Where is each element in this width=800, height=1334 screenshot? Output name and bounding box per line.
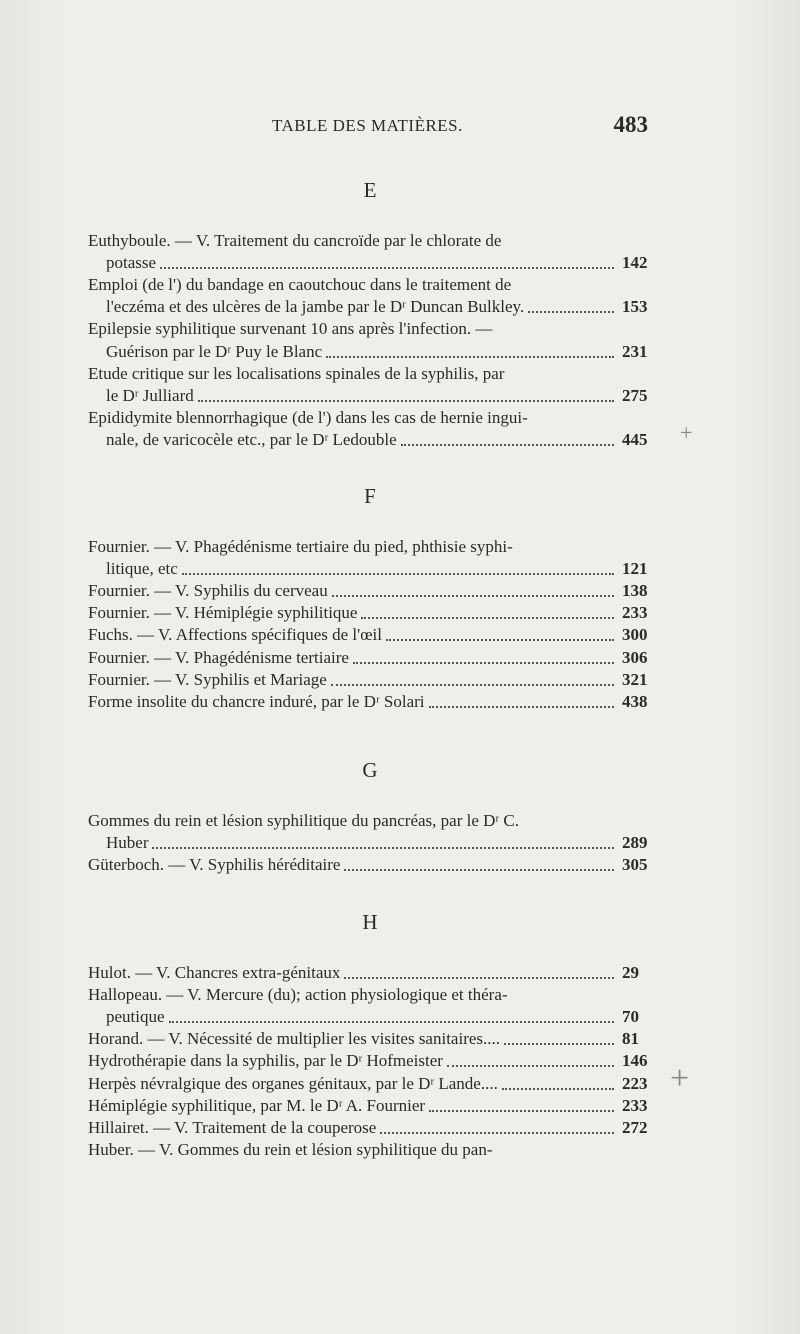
entry-text: Hydrothérapie dans la syphilis, par le Dʳ Hofmeister [88,1051,443,1071]
dot-leader [344,977,614,979]
toc-entry-line [88,363,608,385]
dot-leader [198,400,614,402]
toc-entry-line [88,691,608,713]
page-reference: 121 [622,559,648,579]
dot-leader [332,595,614,597]
entry-text: Hulot. — V. Chancres extra-génitaux [88,963,341,982]
page-reference: 142 [622,253,648,273]
toc-entry-line [106,429,608,451]
dot-leader [528,311,614,313]
entry-text: Fournier. — V. Phagédénisme tertiaire du pied, phthisie syphi- [88,537,513,556]
dot-leader [447,1065,614,1067]
page-reference: 300 [622,625,648,645]
entry-text: Huber. — V. Gommes du rein et lésion syphilitique du pan- [88,1139,493,1159]
dot-leader [160,267,614,269]
entry-text: Herpès névralgique des organes génitaux, par le Dʳ Lande.... [88,1073,498,1093]
toc-entry-line [88,230,608,252]
toc-entry-line [88,318,608,340]
entry-text: Fournier. — V. Syphilis et Mariage [88,669,327,689]
section-letter: E [363,178,377,202]
pencil-mark-icon: + [680,420,693,445]
entry-text: Epididymite blennorrhagique (de l') dans les cas de hernie ingui- [88,407,528,427]
page-reference: 321 [622,669,648,689]
page-reference: 289 [622,833,648,853]
page-reference: 146 [622,1051,648,1071]
toc-entry-line [88,1117,608,1139]
section-letter: H [362,910,378,934]
toc-entry-line [88,1050,608,1072]
entry-text: litique, etc [106,559,178,579]
dot-leader [504,1043,614,1045]
toc-entry-line [88,602,608,624]
toc-entry-line [88,1139,608,1161]
entry-text: Guérison par le Dʳ Puy le Blanc [106,341,323,361]
entry-text: Hémiplégie syphilitique, par M. le Dʳ A. Fournier [88,1095,426,1115]
dot-leader [502,1088,614,1090]
page-number: 483 [613,112,648,137]
dot-leader [326,356,614,358]
dot-leader [169,1021,614,1023]
page-reference: 231 [622,341,648,361]
page-reference: 438 [622,691,648,711]
toc-entry-line [88,1095,608,1117]
entry-text: Horand. — V. Nécessité de multiplier les visites sanitaires.... [88,1029,501,1049]
entry-text: peutique [106,1007,165,1027]
page-reference: 233 [622,1095,648,1115]
dot-leader [401,444,614,446]
entry-text: l'eczéma et des ulcères de la jambe par le Dʳ Duncan Bulkley. [106,297,525,317]
entry-text: le Dʳ Julliard [106,385,194,405]
toc-entry-line [88,536,608,558]
entry-text: potasse [106,253,157,273]
section-letter: F [364,484,376,508]
toc-entry-line [106,558,608,580]
entry-text: Fournier. — V. Hémiplégie syphilitique [88,603,358,623]
toc-entry-line [88,580,608,602]
running-title: TABLE DES MATIÈRES. [272,116,463,135]
entry-text: Epilepsie syphilitique survenant 10 ans après l'infection. — [88,319,493,339]
dot-leader [386,639,614,641]
page-reference: 233 [622,603,648,623]
page-reference: 305 [622,855,648,875]
toc-entry-line [88,407,608,429]
toc-entry-line [88,984,608,1006]
page-reference: 275 [622,385,648,405]
page-reference: 306 [622,647,648,667]
dot-leader [152,847,614,849]
section-letter: G [362,758,378,782]
dot-leader [344,869,614,871]
page-header [88,112,652,140]
page-reference: 81 [622,1029,639,1049]
toc-entry-line [88,647,608,669]
page-reference: 153 [622,297,648,317]
toc-entry-line [88,810,608,832]
entry-text: Fournier. — V. Syphilis du cerveau [88,581,328,601]
entry-text: Huber [106,833,149,853]
toc-entry-line [88,274,608,296]
page-reference: 70 [622,1007,639,1027]
toc-entry-line [106,1006,608,1028]
toc-entry-line [88,624,608,646]
page-reference: 223 [622,1073,648,1093]
dot-leader [380,1132,614,1134]
entry-text: Güterboch. — V. Syphilis héréditaire [88,855,341,875]
dot-leader [182,573,614,575]
dot-leader [429,706,614,708]
pencil-mark-icon: + [670,1060,690,1097]
toc-entry-line [106,341,608,363]
toc-entry-line [106,252,608,274]
entry-text: nale, de varicocèle etc., par le Dʳ Ledouble [106,429,397,449]
entry-text: Hallopeau. — V. Mercure (du); action physiologique et théra- [88,985,508,1005]
entry-text: Fournier. — V. Phagédénisme tertiaire [88,647,349,667]
toc-entry-line [88,1073,608,1095]
page-reference: 445 [622,429,648,449]
toc-entry-line [88,1028,608,1050]
entry-text: Euthyboule. — V. Traitement du cancroïde par le chlorate de [88,231,502,250]
entry-text: Etude critique sur les localisations spinales de la syphilis, par [88,363,505,383]
toc-entry-line [88,669,608,691]
dot-leader [353,662,614,664]
entry-text: Gommes du rein et lésion syphilitique du pancréas, par le Dʳ C. [88,811,519,830]
toc-entry-line [88,854,608,876]
page-reference: 272 [622,1117,648,1137]
dot-leader [429,1110,614,1112]
page-reference: 138 [622,581,648,601]
dot-leader [331,684,614,686]
toc-entry-line [88,962,608,984]
entry-text: Hillairet. — V. Traitement de la couperose [88,1117,377,1137]
toc-entry-line [106,832,608,854]
entry-text: Forme insolite du chancre induré, par le Dʳ Solari [88,691,425,711]
page-reference: 29 [622,963,639,982]
toc-entry-line [106,385,608,407]
entry-text: Fuchs. — V. Affections spécifiques de l'œil [88,625,382,645]
entry-text: Emploi (de l') du bandage en caoutchouc dans le traitement de [88,275,512,295]
dot-leader [361,617,614,619]
toc-entry-line [106,296,608,318]
